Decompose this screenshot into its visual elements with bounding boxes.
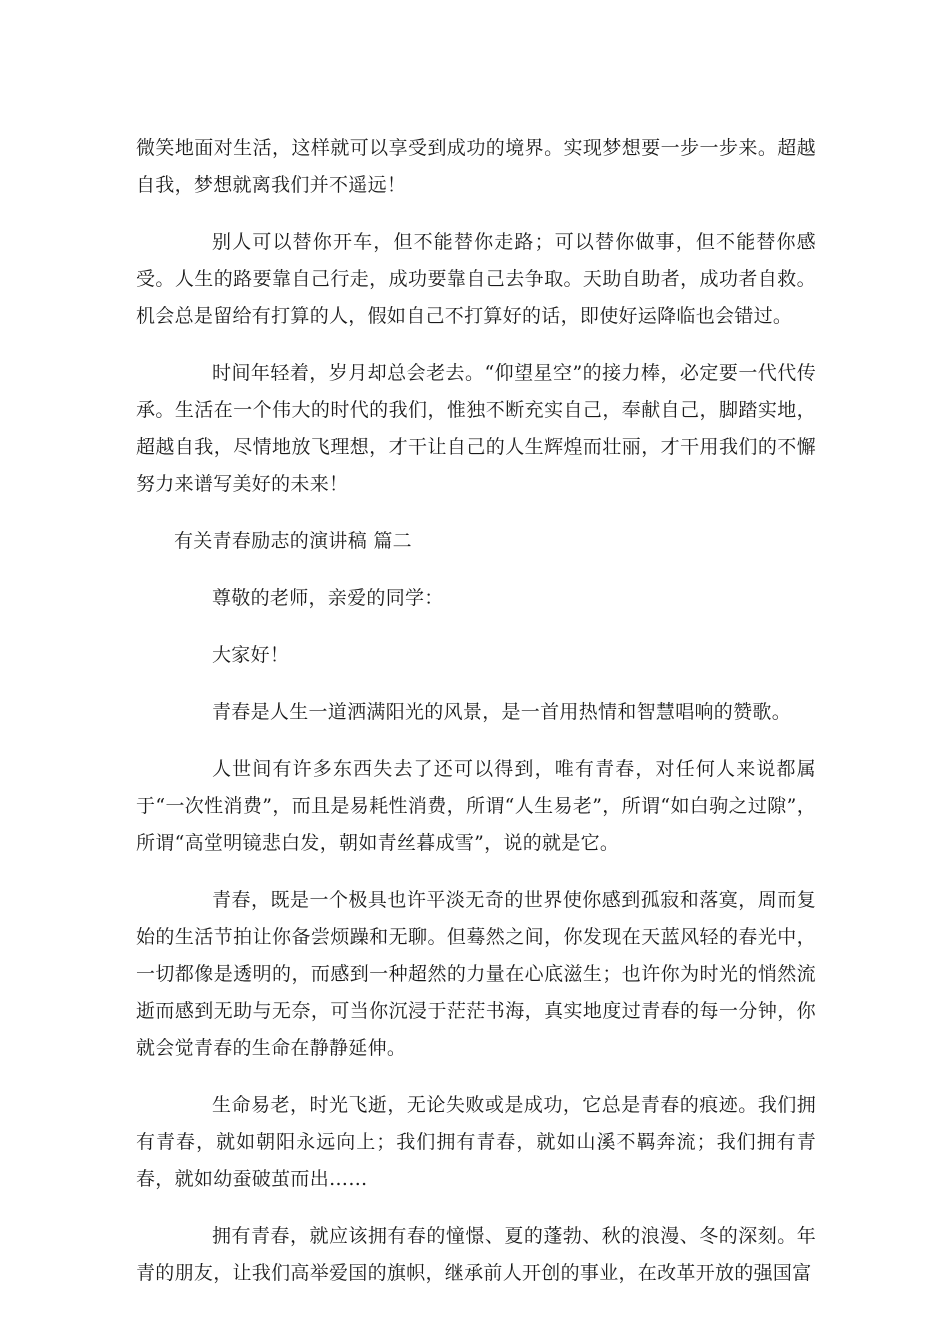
greeting: 大家好！ xyxy=(212,644,290,666)
paragraph: 拥有青春，就应该拥有春的憧憬、夏的蓬勃、秋的浪漫、冬的深刻。年青的朋友，让我们高举爱国的旗帜，继承前人开创的事业，在改革开放的强国富 xyxy=(136,1225,816,1284)
paragraph-continuation: 微笑地面对生活，这样就可以享受到成功的境界。实现梦想要一步一步来。超越自我，梦想就离我们并不遥远！ xyxy=(136,137,816,196)
salutation: 尊敬的老师，亲爱的同学： xyxy=(212,587,444,609)
document-body xyxy=(136,130,816,1312)
paragraph: 生命易老，时光飞逝，无论失败或是成功，它总是青春的痕迹。我们拥有青春，就如朝阳永远向上；我们拥有青春，就如山溪不羁奔流；我们拥有青春，就如幼蚕破茧而出…… xyxy=(136,1094,816,1190)
paragraph: 时间年轻着，岁月却总会老去。“仰望星空”的接力棒，必定要一代代传承。生活在一个伟大的时代的我们，惟独不断充实自己，奉献自己，脚踏实地，超越自我，尽情地放飞理想，才干让自己的人生辉煌而壮丽，才干用我们的不懈努力来谱写美好的未来！ xyxy=(136,362,816,495)
section-heading: 有关青春励志的演讲稿 篇二 xyxy=(174,530,412,552)
paragraph: 青春是人生一道洒满阳光的风景，是一首用热情和智慧唱响的赞歌。 xyxy=(212,701,792,723)
paragraph: 青春，既是一个极具也许平淡无奇的世界使你感到孤寂和落寞，周而复始的生活节拍让你备尝烦躁和无聊。但蓦然之间，你发现在天蓝风轻的春光中，一切都像是透明的，而感到一种超然的力量在心底滋生；也许你为时光的悄然流逝而感到无助与无奈，可当你沉浸于茫茫书海，真实地度过青春的每一分钟，你就会觉青春的生命在静静延伸。 xyxy=(136,889,816,1059)
paragraph: 人世间有许多东西失去了还可以得到，唯有青春，对任何人来说都属于“一次性消费”，而且是易耗性消费，所谓“人生易老”，所谓“如白驹之过隙”，所谓“高堂明镜悲白发，朝如青丝暮成雪”，说的就是它。 xyxy=(136,758,816,854)
paragraph: 别人可以替你开车，但不能替你走路；可以替你做事，但不能替你感受。人生的路要靠自己行走，成功要靠自己去争取。天助自助者，成功者自救。机会总是留给有打算的人，假如自己不打算好的话，即使好运降临也会错过。 xyxy=(136,231,816,327)
